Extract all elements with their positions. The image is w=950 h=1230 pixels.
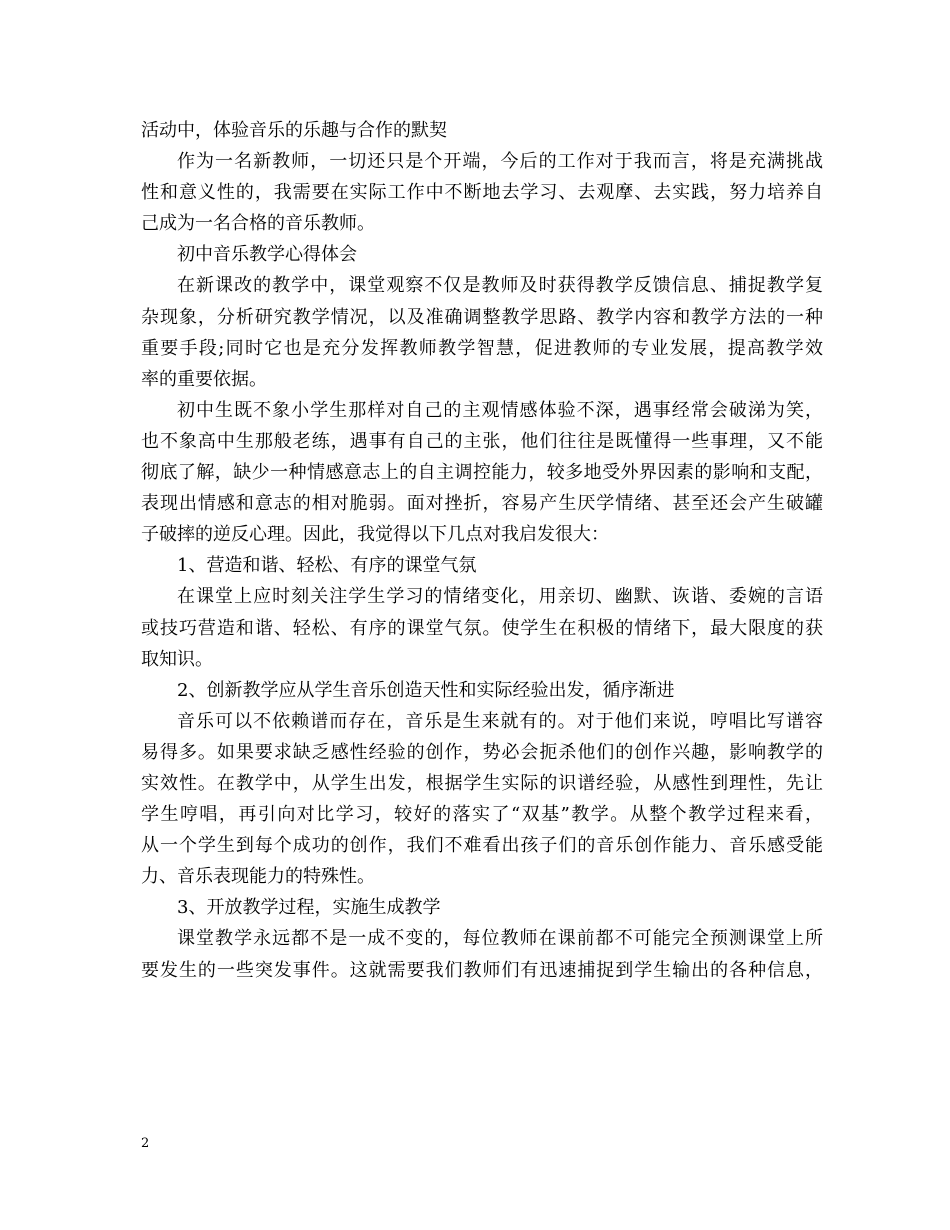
document-body (141, 115, 823, 986)
text-line: 实效性。在教学中，从学生出发，根据学生实际的识谱经验，从感性到理性，先让 (141, 772, 823, 794)
text-line: 初中生既不象小学生那样对自己的主观情感体验不深，遇事经常会破涕为笑， (177, 399, 823, 421)
text-line: 性和意义性的，我需要在实际工作中不断地去学习、去观摩、去实践，努力培养自 (141, 182, 823, 204)
text-line: 在课堂上应时刻关注学生学习的情绪变化，用亲切、幽默、诙谐、委婉的言语 (177, 586, 823, 608)
text-line: 彻底了解，缺少一种情感意志上的自主调控能力，较多地受外界因素的影响和支配， (141, 462, 823, 484)
text-line: 易得多。如果要求缺乏感性经验的创作，势必会扼杀他们的创作兴趣，影响教学的 (141, 741, 823, 763)
text-line: 音乐可以不依赖谱而存在，音乐是生来就有的。对于他们来说，哼唱比写谱容 (177, 710, 823, 732)
text-line: 表现出情感和意志的相对脆弱。面对挫折，容易产生厌学情绪、甚至还会产生破罐 (141, 493, 823, 515)
list-heading: 1、营造和谐、轻松、有序的课堂气氛 (177, 555, 477, 577)
text-line: 要发生的一些突发事件。这就需要我们教师们有迅速捕捉到学生输出的各种信息， (141, 959, 823, 981)
text-line: 己成为一名合格的音乐教师。 (141, 213, 375, 235)
text-line: 从一个学生到每个成功的创作，我们不难看出孩子们的音乐创作能力、音乐感受能 (141, 835, 823, 857)
section-heading: 初中音乐教学心得体会 (177, 244, 357, 266)
text-line: 也不象高中生那般老练，遇事有自己的主张，他们往往是既懂得一些事理，又不能 (141, 430, 823, 452)
text-line: 作为一名新教师，一切还只是个开端，今后的工作对于我而言，将是充满挑战 (177, 151, 823, 173)
text-line: 子破摔的逆反心理。因此，我觉得以下几点对我启发很大： (141, 524, 609, 546)
text-line: 率的重要依据。 (141, 368, 267, 390)
page-number: 2 (141, 1136, 150, 1151)
text-line: 课堂教学永远都不是一成不变的，每位教师在课前都不可能完全预测课堂上所 (177, 928, 823, 950)
text-line: 重要手段;同时它也是充分发挥教师教学智慧，促进教师的专业发展，提高教学效 (141, 337, 823, 359)
text-line: 力、音乐表现能力的特殊性。 (141, 866, 375, 888)
text-line: 在新课改的教学中，课堂观察不仅是教师及时获得教学反馈信息、捕捉教学复 (177, 275, 823, 297)
text-line: 学生哼唱，再引向对比学习，较好的落实了“双基”教学。从整个教学过程来看， (141, 804, 823, 826)
text-line: 活动中，体验音乐的乐趣与合作的默契 (141, 120, 447, 141)
text-line: 杂现象，分析研究教学情况，以及准确调整教学思路、教学内容和教学方法的一种 (141, 306, 823, 328)
text-line: 或技巧营造和谐、轻松、有序的课堂气氛。使学生在积极的情绪下，最大限度的获 (141, 617, 823, 639)
text-line: 取知识。 (141, 648, 213, 670)
list-heading: 2、创新教学应从学生音乐创造天性和实际经验出发，循序渐进 (177, 679, 675, 701)
list-heading: 3、开放教学过程，实施生成教学 (177, 897, 441, 919)
